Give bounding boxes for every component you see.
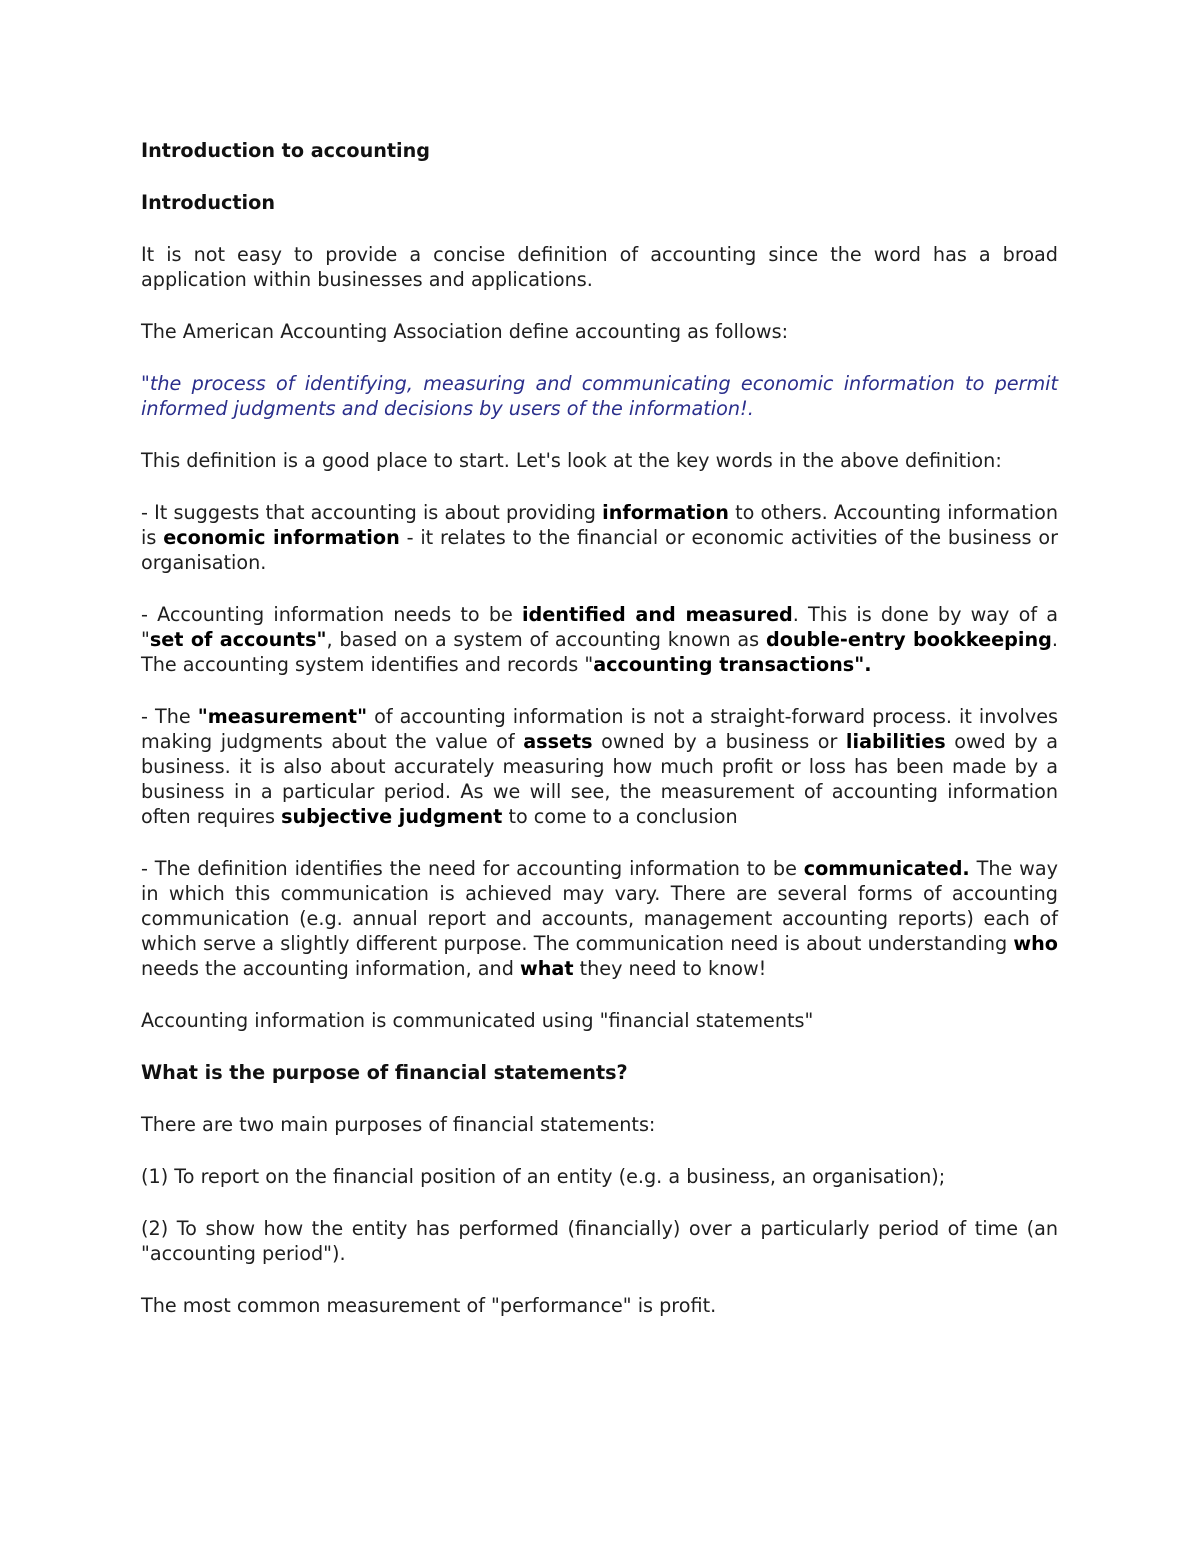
bullet-text: to come to a conclusion [502,805,738,828]
bullet-text: - The definition identifies the need for accounting information to be [141,857,804,880]
bullet-text: The way in which this communication is achieved may vary. There are several forms of accounting communication (e.g. annual report and accounts, management accounting reports) each of which serve a slightly different purpose. The communication need is about understanding [141,857,1058,955]
bullet-text: needs the accounting information, and [141,957,520,980]
bullet-communicated [141,856,1058,981]
bold-term: assets [523,730,593,753]
bullet-text: - Accounting information needs to be [141,603,522,626]
bullet-measurement [141,704,1058,829]
bullet-text: of accounting information is not a straight-forward process. it involves making judgments about the value of [141,705,1058,753]
bold-term: accounting transactions". [593,653,872,676]
bold-term: information [602,501,729,524]
paragraph-key-words: This definition is a good place to start. Let's look at the key words in the above definition: [141,449,1002,472]
bullet-text: - It suggests that accounting is about providing [141,501,603,524]
bullet-identified-measured [141,602,1058,677]
bold-term: liabilities [845,730,946,753]
bold-term: what [519,957,574,980]
bullet-text: , based on a system of accounting known as [326,628,766,651]
bullet-information [141,500,1058,575]
bullet-text: owned by a business or [592,730,846,753]
bullet-text: to others. Accounting information is [141,501,1058,549]
purpose-item-2: (2) To show how the entity has performed (financially) over a particularly period of time (an "accounting period"). [141,1217,1058,1265]
purpose-item-1: (1) To report on the financial position of an entity (e.g. a business, an organisation); [141,1165,946,1188]
bullet-text: - The [141,705,198,728]
bullet-text: . This is done by way of a " [141,603,1058,651]
section-heading-introduction: Introduction [141,191,275,214]
section-heading-purpose: What is the purpose of financial statements? [141,1061,628,1084]
paragraph-definition-intro: It is not easy to provide a concise definition of accounting since the word has a broad application within businesses and applications. [141,243,1058,291]
definition-quote: "the process of identifying, measuring and communicating economic information to permit informed judgments and decisions by users of the information!. [141,372,1058,420]
bold-term: double-entry bookkeeping [765,628,1052,651]
paragraph-financial-statements: Accounting information is communicated using "financial statements" [141,1009,814,1032]
bullet-text: - it relates to the financial or economic activities of the business or organisation. [141,526,1059,574]
bold-term: identified and measured [521,603,793,626]
bold-term: "measurement" [197,705,368,728]
bullet-text: owed by a business. it is also about accurately measuring how much profit or loss has been made by a business in a particular period. As we will see, the measurement of accounting information often requires [141,730,1058,828]
bold-term: communicated. [803,857,970,880]
paragraph-performance: The most common measurement of "performance" is profit. [141,1294,717,1317]
bullet-text: . The accounting system identifies and records " [141,628,1058,676]
paragraph-aaa: The American Accounting Association define accounting as follows: [141,320,789,343]
bold-term: who [1013,932,1058,955]
document-title: Introduction to accounting [141,139,431,162]
bold-term: set of accounts" [149,628,327,651]
bold-term: economic information [163,526,400,549]
bold-term: subjective judgment [281,805,503,828]
document-page [141,138,1058,1345]
paragraph-two-purposes: There are two main purposes of financial statements: [141,1113,656,1136]
bullet-text: they need to know! [573,957,767,980]
